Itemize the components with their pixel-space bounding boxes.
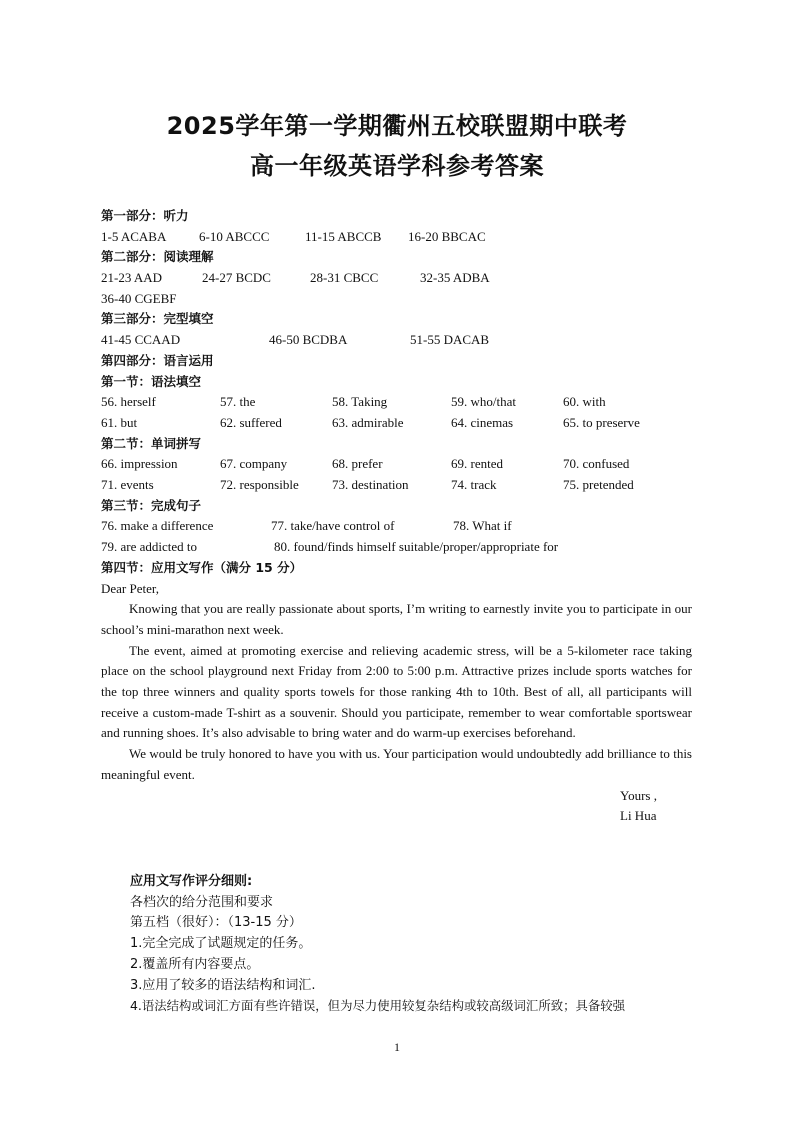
answer: 76. make a difference — [101, 518, 214, 534]
answer: 57. the — [220, 394, 256, 410]
rubric-line: 3.应用了较多的语法结构和词汇. — [130, 977, 316, 993]
sec3-row — [101, 516, 692, 537]
part3-answers — [101, 330, 692, 351]
sec4-heading: 第四节：应用文写作（满分 15 分） — [101, 559, 303, 575]
answer: 71. events — [101, 477, 154, 493]
rubric-line: 4.语法结构或词汇方面有些许错误，但为尽力使用较复杂结构或较高级词汇所致；具备较强 — [130, 998, 626, 1014]
answer-content — [101, 206, 692, 827]
answer: 75. pretended — [563, 477, 634, 493]
part2-answers — [101, 268, 692, 289]
answer: 63. admirable — [332, 414, 404, 430]
answer: 11-15 ABCCB — [305, 228, 382, 244]
answer: 79. are addicted to — [101, 539, 198, 555]
answer: 36-40 CGEBF — [101, 290, 177, 306]
answer: 66. impression — [101, 456, 178, 472]
letter-paragraph: Knowing that you are really passionate about sports, I’m writing to earnestly invite you to participate in our school’s mini-marathon next week. — [101, 601, 692, 637]
answer: 56. herself — [101, 394, 156, 410]
part1-heading: 第一部分：听力 — [101, 208, 189, 223]
sec1-row — [101, 413, 692, 434]
doc-subtitle: 高一年级英语学科参考答案 — [250, 152, 544, 180]
answer: 70. confused — [563, 456, 630, 472]
letter-paragraph: The event, aimed at promoting exercise and relieving academic stress, will be a 5-kilometer race taking place on the school playground next Friday from 2:00 to 5:00 p.m. Attractive prizes include sports watches for the top three winners and quality sports towels for those ranking 4th to 10th. Best of all, all participants will receive a custom-made T-shirt as a souvenir. Should you participate, remember to wear comfortable sportswear and running shoes. It’s also advisable to bring water and do warm-up exercises beforehand. — [101, 642, 692, 741]
answer: 62. suffered — [220, 414, 282, 430]
part3-heading: 第三部分：完型填空 — [101, 311, 214, 327]
answer: 68. prefer — [332, 456, 383, 472]
answer: 28-31 CBCC — [310, 270, 379, 286]
answer: 41-45 CCAAD — [101, 332, 181, 348]
answer: 16-20 BBCAC — [408, 228, 486, 244]
rubric-line: 1.完全完成了试题规定的任务。 — [130, 936, 312, 952]
answer: 60. with — [563, 394, 606, 410]
part2-heading: 第二部分：阅读理解 — [101, 249, 214, 265]
sec1-row — [101, 392, 692, 413]
scoring-rubric — [130, 872, 700, 1017]
page-number: 1 — [394, 1040, 400, 1054]
sec2-row — [101, 475, 692, 496]
letter-closing: Yours , — [620, 787, 657, 803]
answer: 73. destination — [332, 477, 409, 493]
answer: 67. company — [220, 456, 288, 472]
part2-answers-2 — [101, 289, 692, 310]
sec3-row — [101, 537, 692, 558]
answer: 80. found/finds himself suitable/proper/appropriate for — [274, 539, 559, 555]
answer: 59. who/that — [451, 394, 516, 410]
part4-heading: 第四部分：语言运用 — [101, 352, 214, 368]
answer: 6-10 ABCCC — [199, 228, 270, 244]
answer: 1-5 ACABA — [101, 228, 167, 244]
answer: 46-50 BCDBA — [269, 332, 348, 348]
sec2-row — [101, 454, 692, 475]
answer: 69. rented — [451, 456, 503, 472]
answer: 64. cinemas — [451, 414, 514, 430]
doc-title: 2025学年第一学期衢州五校联盟期中联考 — [166, 112, 628, 140]
sec1-heading: 第一节：语法填空 — [101, 373, 202, 389]
sec2-heading: 第二节：单词拼写 — [101, 435, 202, 451]
rubric-line: 第五档（很好）：（13-15 分） — [130, 915, 302, 931]
letter-greeting: Dear Peter, — [101, 580, 159, 596]
rubric-line: 各档次的给分范围和要求 — [130, 894, 274, 910]
answer: 58. Taking — [332, 394, 388, 410]
answer: 65. to preserve — [563, 414, 640, 430]
rubric-line: 2.覆盖所有内容要点。 — [130, 956, 260, 972]
answer: 21-23 AAD — [101, 270, 163, 286]
answer: 51-55 DACAB — [410, 332, 490, 348]
sec3-heading: 第三节：完成句子 — [101, 497, 202, 513]
answer: 72. responsible — [220, 477, 299, 493]
answer: 32-35 ADBA — [420, 270, 490, 286]
letter-paragraph: We would be truly honored to have you with us. Your participation would undoubtedly add brilliance to this meaningful event. — [101, 746, 692, 782]
answer: 78. What if — [453, 518, 512, 534]
letter-signature: Li Hua — [620, 808, 657, 824]
rubric-heading: 应用文写作评分细则: — [130, 874, 253, 889]
part1-answers — [101, 227, 692, 248]
answer: 77. take/have control of — [271, 518, 395, 534]
answer: 61. but — [101, 414, 138, 430]
answer: 74. track — [451, 477, 497, 493]
answer: 24-27 BCDC — [202, 270, 271, 286]
